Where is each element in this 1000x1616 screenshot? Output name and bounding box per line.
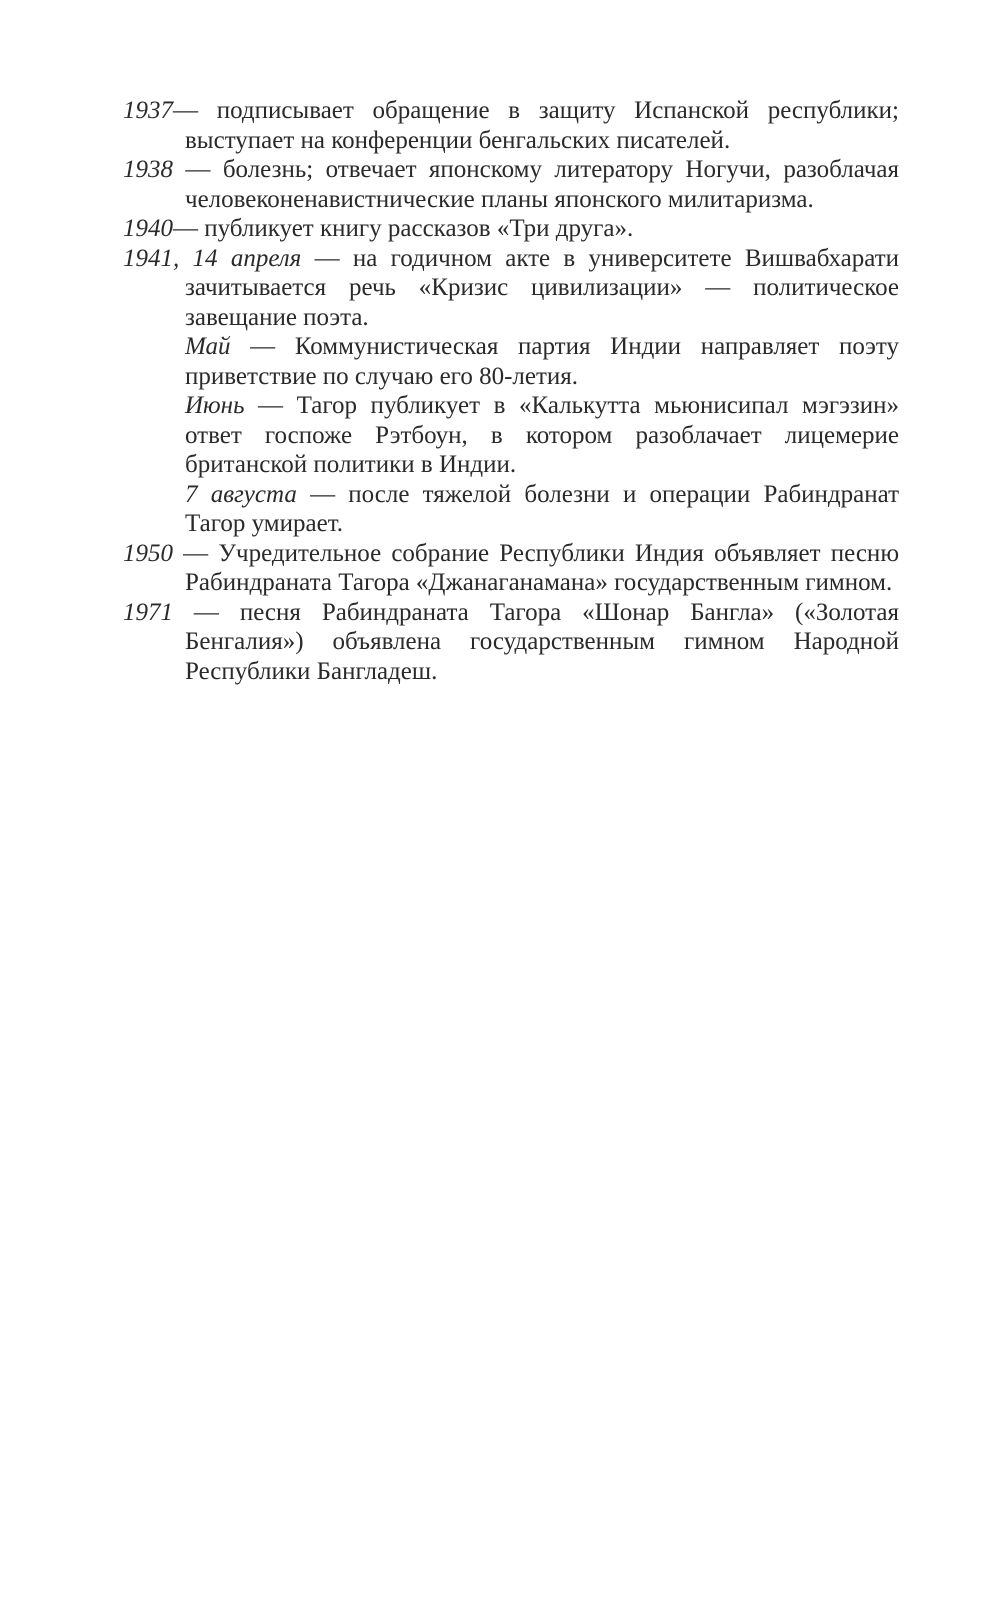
entry-text: — песня Рабиндраната Тагора «Шонар Бангла» («Золотая Бенгалия») объявлена государственным гимном Народной Республики Бангладеш. <box>173 598 899 685</box>
chronology-subentry-june <box>123 391 899 480</box>
entry-text: — Учредительное собрание Республики Индия объявляет песню Рабиндраната Тагора «Джанаганамана» государственным гимном. <box>173 539 899 596</box>
subentry-text: — после тяжелой болезни и операции Рабиндранат Тагор умирает. <box>185 480 899 537</box>
entry-date: 1941, 14 апреля <box>123 244 302 272</box>
entry-date: 1938 <box>123 156 173 183</box>
chronology-entry-1938 <box>123 155 899 214</box>
chronology-entry-1937 <box>123 96 899 155</box>
entry-text: — болезнь; отвечает японскому литератору Ногучи, разоблачая человеконенавистнические планы японского милитаризма. <box>173 156 899 213</box>
subentry-date: Май <box>185 333 231 360</box>
chronology-entry-1971 <box>123 598 899 687</box>
chronology-entry-1941 <box>123 244 899 333</box>
entry-text: — на годичном акте в университете Вишвабхарати зачитывается речь «Кризис цивилизации» — политическое завещание поэта. <box>185 244 899 331</box>
chronology-entry-1950 <box>123 539 899 598</box>
subentry-text: — Коммунистическая партия Индии направляет поэту приветствие по случаю его 80-летия. <box>185 333 899 390</box>
chronology-subentry-may <box>123 332 899 391</box>
subentry-date: 7 августа <box>185 480 297 508</box>
entry-text: — публикует книгу рассказов «Три друга». <box>173 215 634 242</box>
entry-date: 1950 <box>123 539 173 567</box>
entry-text: — подписывает обращение в защиту Испанской республики; выступает на конференции бенгальских писателей. <box>173 97 899 154</box>
entry-date: 1937 <box>123 97 173 124</box>
chronology-entry-1940 <box>123 214 899 244</box>
entry-date: 1940 <box>123 215 173 242</box>
subentry-text: — Тагор публикует в «Калькутта мьюнисипал мэгэзин» ответ госпоже Рэтбоун, в котором разоблачает лицемерие британской политики в Индии. <box>185 392 899 478</box>
chronology-list <box>123 96 899 686</box>
subentry-date: Июнь <box>185 392 245 419</box>
chronology-subentry-august <box>123 480 899 539</box>
entry-date: 1971 <box>123 598 173 626</box>
